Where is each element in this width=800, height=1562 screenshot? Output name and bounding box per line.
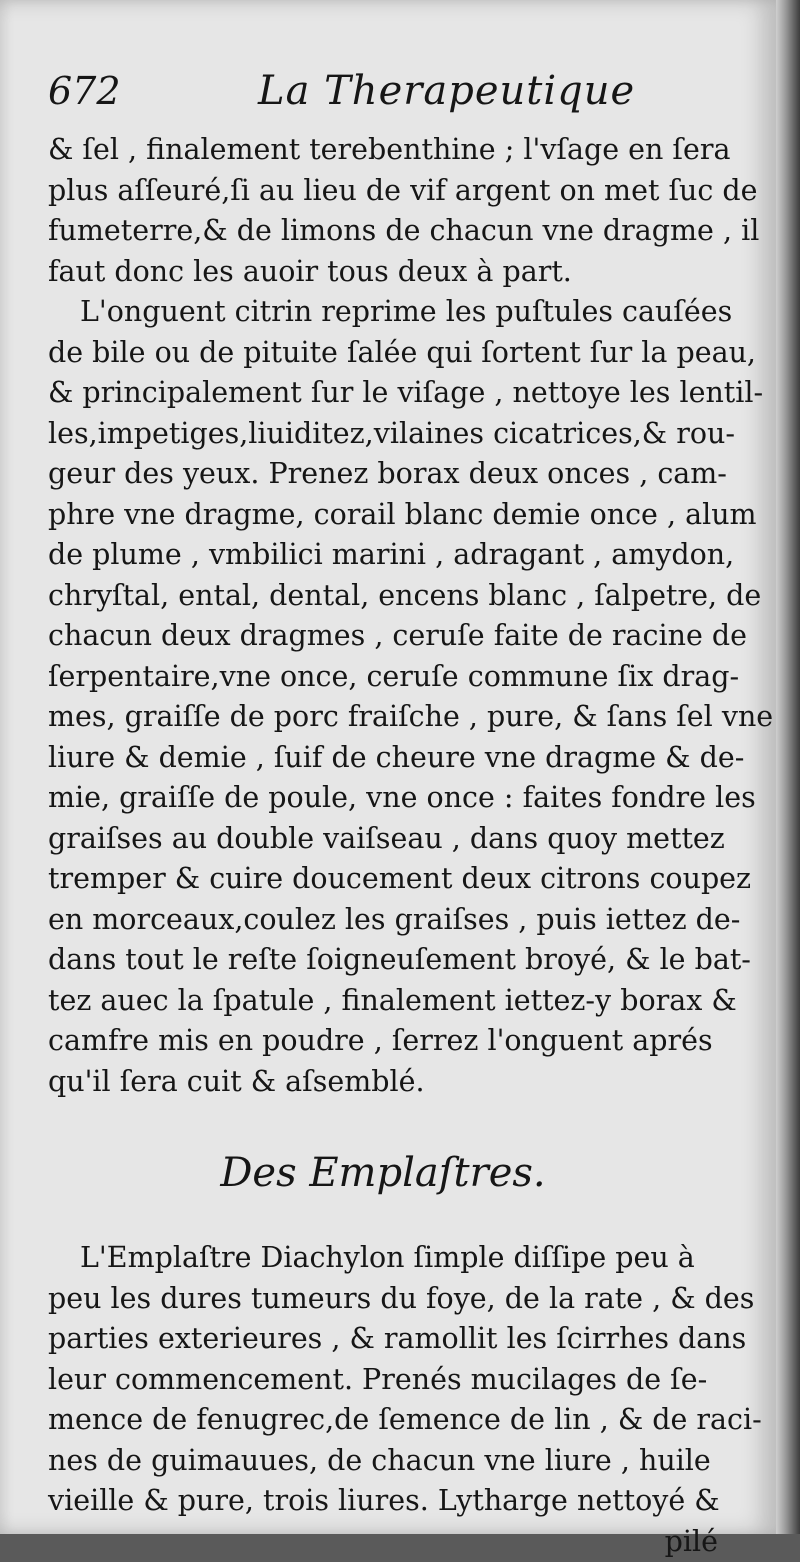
text-line: & ſel , finalement terebenthine ; l'vſage en ſera bbox=[48, 133, 731, 166]
section-title: Des Emplaſtres. bbox=[220, 1150, 546, 1196]
text-line: nes de guimauues, de chacun vne liure , huile bbox=[48, 1443, 711, 1477]
page-text bbox=[48, 68, 774, 1562]
text-line: leur commencement. Prenés mucilages de ſe- bbox=[48, 1362, 708, 1396]
text-line: & principalement ſur le viſage , nettoye les lentil- bbox=[48, 376, 764, 409]
text-line: chryſtal, ental, dental, encens blanc , ſalpetre, de bbox=[48, 578, 762, 612]
text-line: graiſses au double vaiſseau , dans quoy mettez bbox=[48, 821, 725, 855]
text-line: de plume , vmbilici marini , adragant , amydon, bbox=[48, 538, 735, 571]
page-number: 672 bbox=[48, 69, 121, 113]
text-line: dans tout le reſte ſoigneuſement broyé, & le bat- bbox=[48, 943, 751, 976]
text-line: mes, graiſſe de porc fraiſche , pure, & ſans ſel vne bbox=[48, 700, 774, 733]
running-title: La Therapeutique bbox=[258, 68, 636, 114]
paragraph-2 bbox=[48, 292, 774, 1102]
text-line: mence de fenugrec,de ſemence de lin , & de raci- bbox=[48, 1403, 762, 1436]
catchword: pilé bbox=[664, 1524, 718, 1558]
text-line: chacun deux dragmes , ceruſe faite de racine de bbox=[48, 619, 748, 652]
text-line: geur des yeux. Prenez borax deux onces , cam- bbox=[48, 457, 727, 490]
text-line: de bile ou de pituite ſalée qui ſortent ſur la peau, bbox=[48, 335, 756, 369]
text-line: en morceaux,coulez les graiſses , puis iettez de- bbox=[48, 902, 741, 936]
text-line: vieille & pure, trois liures. Lytharge nettoyé & bbox=[48, 1484, 720, 1517]
text-line: parties exterieures , & ramollit les ſcirrhes dans bbox=[48, 1322, 747, 1355]
text-line: mie, graiſſe de poule, vne once : faites fondre les bbox=[48, 781, 756, 814]
paragraph-1 bbox=[48, 130, 760, 292]
page-header bbox=[48, 68, 718, 130]
text-line: L'Emplaſtre Diachylon ſimple diſſipe peu à bbox=[80, 1241, 695, 1274]
text-line: fumeterre,& de limons de chacun vne dragme , il bbox=[48, 214, 760, 247]
text-line: les,impetiges,liuiditez,vilaines cicatrices,& rou- bbox=[48, 416, 736, 450]
text-line: faut donc les auoir tous deux à part. bbox=[48, 254, 572, 288]
text-line: camfre mis en poudre , ſerrez l'onguent aprés bbox=[48, 1024, 713, 1057]
page-edge bbox=[776, 0, 800, 1534]
text-line: liure & demie , ſuif de cheure vne dragme & de- bbox=[48, 740, 745, 774]
text-line: phre vne dragme, corail blanc demie once , alum bbox=[48, 497, 757, 531]
text-line: L'onguent citrin reprime les puſtules cauſées bbox=[80, 295, 733, 328]
text-line: tez auec la ſpatule , finalement iettez-y borax & bbox=[48, 983, 737, 1017]
text-line: plus aſſeuré,ſi au lieu de vif argent on met ſuc de bbox=[48, 173, 758, 207]
text-line: peu les dures tumeurs du foye, de la rate , & des bbox=[48, 1281, 755, 1315]
text-line: qu'il ſera cuit & aſsemblé. bbox=[48, 1064, 425, 1098]
paragraph-3 bbox=[48, 1238, 762, 1522]
text-line: ſerpentaire,vne once, ceruſe commune ſix drag- bbox=[48, 659, 740, 693]
text-line: tremper & cuire doucement deux citrons coupez bbox=[48, 862, 752, 895]
